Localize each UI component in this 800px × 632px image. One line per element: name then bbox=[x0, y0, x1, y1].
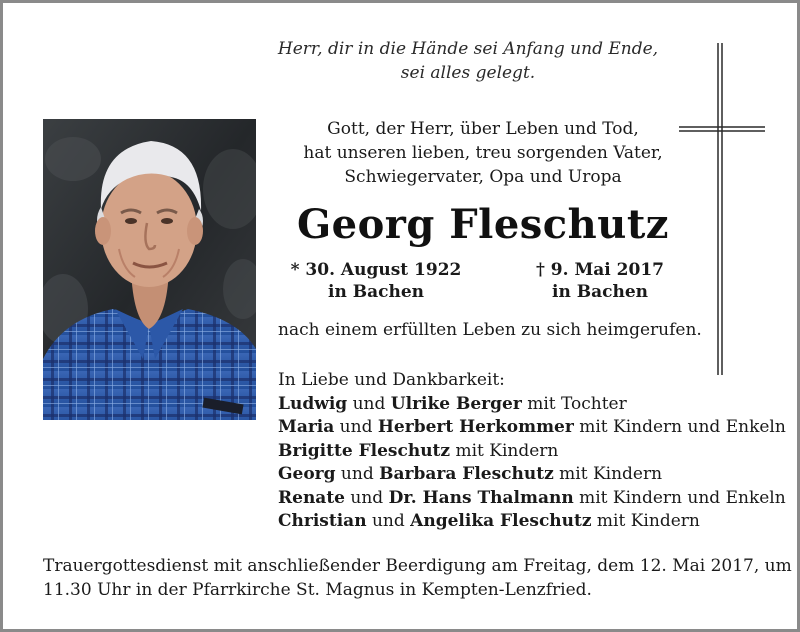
intro-line-2: hat unseren lieben, treu sorgenden Vater, bbox=[303, 143, 663, 163]
birth-info bbox=[276, 259, 476, 303]
mourner-entry bbox=[278, 510, 788, 534]
mourner-relation: mit Kindern bbox=[591, 511, 700, 531]
cross-icon bbox=[679, 43, 765, 375]
mourner-entry bbox=[278, 416, 788, 440]
mourner-relation: mit Kindern und Enkeln bbox=[573, 487, 786, 508]
mourner-entry bbox=[278, 393, 788, 417]
mourners-list bbox=[278, 369, 788, 534]
mourner-entry bbox=[278, 440, 788, 464]
mourner-name: Christian bbox=[278, 511, 367, 531]
mourner-name: Angelika Fleschutz bbox=[410, 511, 592, 531]
service-line-1: Trauergottesdienst mit anschließender Beerdigung am Freitag, dem 12. Mai 2017, um bbox=[43, 556, 792, 576]
death-info bbox=[500, 259, 700, 303]
intro-line-3: Schwiegervater, Opa und Uropa bbox=[344, 167, 622, 187]
mourner-conjunction: und bbox=[334, 417, 378, 437]
mourner-entry bbox=[278, 487, 788, 511]
announcement-intro bbox=[283, 117, 683, 189]
motto-line-1: Herr, dir in die Hände sei Anfang und Ende, bbox=[277, 39, 659, 59]
mourner-entry bbox=[278, 463, 788, 487]
motto-line-2: sei alles gelegt. bbox=[400, 63, 536, 83]
mourner-conjunction: und bbox=[366, 511, 411, 531]
funeral-service-notice bbox=[43, 554, 792, 602]
mourner-relation: mit Kindern und Enkeln bbox=[573, 417, 786, 437]
mourner-name: Maria bbox=[278, 417, 335, 437]
mourner-conjunction: und bbox=[335, 464, 380, 484]
mourner-relation: mit Kindern bbox=[553, 464, 663, 484]
mourner-name: Barbara Fleschutz bbox=[379, 464, 554, 484]
mourner-relation: mit Tochter bbox=[521, 393, 627, 414]
mourner-conjunction: und bbox=[345, 487, 389, 508]
birth-date: * 30. August 1922 bbox=[290, 260, 462, 280]
mourner-name: Georg bbox=[278, 464, 336, 484]
mourner-name: Ludwig bbox=[278, 393, 348, 414]
death-place: in Bachen bbox=[551, 282, 648, 302]
birth-place: in Bachen bbox=[327, 282, 424, 302]
deceased-name: Georg Fleschutz bbox=[296, 201, 670, 248]
mourner-conjunction: und bbox=[347, 393, 391, 414]
portrait-illustration bbox=[43, 119, 256, 420]
mourner-relation: mit Kindern bbox=[450, 440, 559, 461]
mourner-name: Dr. Hans Thalmann bbox=[388, 487, 574, 508]
death-date: † 9. Mai 2017 bbox=[536, 260, 664, 280]
mourner-name: Renate bbox=[278, 487, 345, 508]
called-home-line: nach einem erfüllten Leben zu sich heimgerufen. bbox=[278, 320, 702, 340]
intro-line-1: Gott, der Herr, über Leben und Tod, bbox=[327, 119, 639, 139]
bible-motto bbox=[273, 37, 663, 85]
service-line-2: 11.30 Uhr in der Pfarrkirche St. Magnus in Kempten-Lenzfried. bbox=[43, 580, 592, 600]
mourners-heading: In Liebe und Dankbarkeit: bbox=[278, 370, 505, 390]
portrait-photo bbox=[43, 119, 256, 420]
mourner-name: Ulrike Berger bbox=[390, 393, 522, 414]
mourner-name: Herbert Herkommer bbox=[377, 417, 574, 437]
mourner-name: Brigitte Fleschutz bbox=[278, 440, 451, 461]
